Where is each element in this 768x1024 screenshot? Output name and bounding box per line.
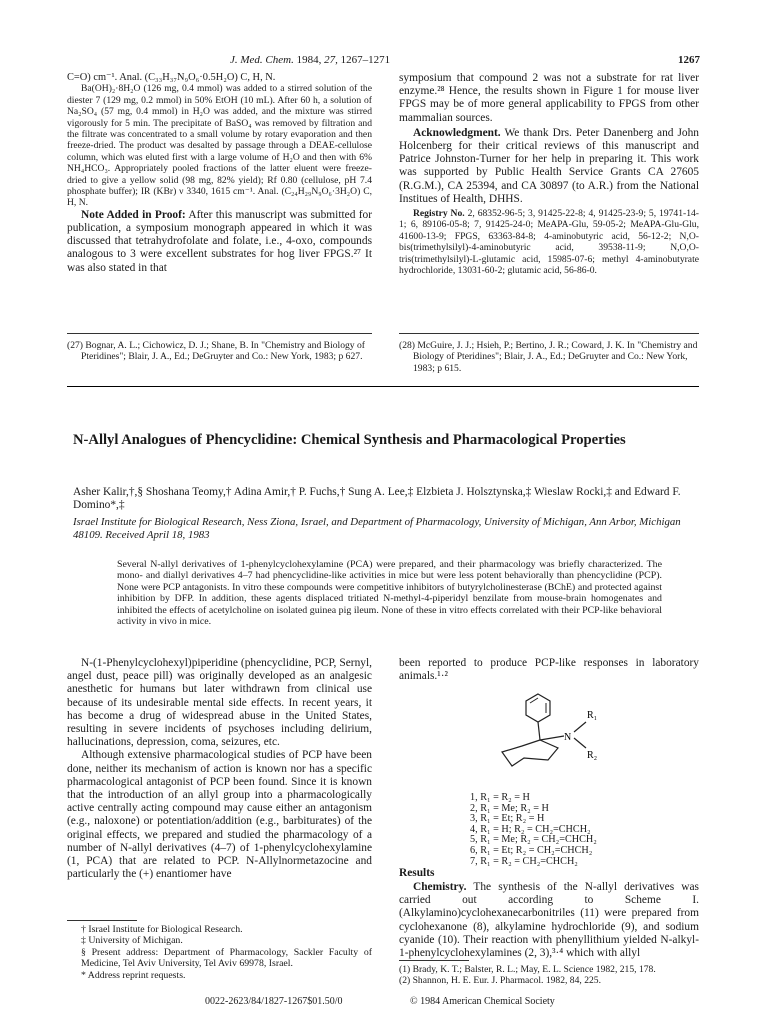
continued-text: symposium that compound 2 was not a substrate for rat liver enzyme.²⁸ Hence, the results shown in Figure 1 for mouse liver FPGS may be of more general applicability to FPGS from other mammalian sources. [399, 72, 699, 124]
chemistry-text: The synthesis of the N-allyl derivatives was carried out according to Scheme I. (Alkylamino)cyclohexanecarbonitriles (11) were prepared from cyclohexanone (8), alkylamine hydrochloride (9), and sodium cyanide (10). Their reaction with phenyllithium yielded N-alkyl-1-phenylcyclohexylamines (2, 3),³·⁴ which with allyl [399, 881, 699, 960]
intro-paragraph-2: Although extensive pharmacological studies of PCP have been done, neither its mechanism of action is known nor has a specific pharmacological antagonist of PCP been found. Since it is known that the introduction of an allyl group into a pharmacologically active centrally acting compound may cause either an antagonism (e.g., naloxone) or potentiation/addition (e.g., barbiturates) of the original effects, we prepared and studied the pharmacology of a number of N-allyl derivatives (4–7) of 1-phenylcyclohexylamine (1, PCA) that are related to PCP. N-Allylnormetazocine and particularly the (+) enantiomer have [67, 749, 372, 881]
top-refs-rule-left [67, 333, 372, 334]
compound-item: 5, R₁ = Me; R₂ = CH₂=CHCH₂ [470, 834, 597, 846]
phenyl-bond [538, 722, 540, 740]
cyclohexane-ring [502, 740, 558, 766]
note-text: After this manuscript was submitted for publication, a symposium monograph appeared in which it was discussed that tetrahydrofolate and folate, i.e., 4-oxo, compounds analogous to 3 were excellent substrates for hog liver FPGS.²⁷ It was also stated in that [67, 208, 372, 274]
journal-name: J. Med. Chem. [230, 54, 294, 66]
right-references [399, 964, 704, 987]
anal-line: C=O) cm⁻¹. Anal. (C₃₃H₃₇N₉O₆·0.5H₂O) C, H, N. [67, 72, 276, 83]
right-footnote-rule [399, 960, 469, 961]
footer-code: 0022-2623/84/1827-1267$01.50/0 [205, 996, 343, 1007]
compound-item: 3, R₁ = Et; R₂ = H [470, 813, 545, 825]
page-number: 1267 [678, 54, 700, 66]
footnote-2: ‡ University of Michigan. [81, 935, 183, 947]
note-heading: Note Added in Proof: [81, 208, 186, 221]
acknowledgment-text: We thank Drs. Peter Danenberg and John Holcenberg for their critical reviews of this manuscript and Patrice Johnston-Turner for her help in preparing it. This work was supported by Public Health Service Grants CA 27605 (R.G.M.), CA 25394, and CA 30897 (to A.R.) from the National Institues of Health, DHHS. [399, 126, 699, 205]
reference-27: (27) Bognar, A. L.; Cichowicz, D. J.; Shane, B. In "Chemistry and Biology of Pteridines"; Blair, J. A., Ed.; DeGruyter and Co.: New York, 1983; p 627. [67, 340, 365, 363]
article-title: N-Allyl Analogues of Phencyclidine: Chemical Synthesis and Pharmacological Properties [73, 432, 626, 448]
journal-year: 1984, [296, 54, 322, 66]
right-intro-text: been reported to produce PCP-like responses in laboratory animals.¹·² [399, 657, 699, 683]
r1-label: R₁ [587, 710, 598, 721]
intro-paragraph-1: N-(1-Phenylcyclohexyl)piperidine (phencyclidine, PCP, Sernyl, angel dust, peace pill) was originally developed as an analgesic anesthetic for humans but later withdrawn from clinical use because of its undesirable mental side effects. In recent years, it has become a drug of widespread abuse in the United States, resulting in severe incidents of psychoses including delirium, hallucinations, depression, coma, seizures, etc. [67, 657, 372, 749]
journal-volume: 27, [324, 54, 338, 66]
registry-heading: Registry No. [413, 208, 465, 220]
reference-28: (28) McGuire, J. J.; Hsieh, P.; Bertino, J. R.; Coward, J. K. In "Chemistry and Biology of Pteridines"; Blair, J. A., Ed.; DeGruyter and Co.: New York, 1983; p 615. [399, 340, 698, 374]
section-divider [67, 386, 699, 387]
compound-item: 2, R₁ = Me; R₂ = H [470, 802, 549, 814]
footnote-1: † Israel Institute for Biological Research. [81, 924, 243, 935]
reference-1: (1) Brady, K. T.; Balster, R. L.; May, E. L. Science 1982, 215, 178. [399, 964, 656, 975]
nitrogen-label: N [564, 732, 572, 743]
prep-paragraph: Ba(OH)₂·8H₂O (126 mg, 0.4 mmol) was added to a stirred solution of the diester 7 (129 mg, 0.2 mmol) in 50% EtOH (10 mL). After 60 h, a solution of Na₂SO₄ (57 mg, 0.4 mmol) in H₂O was added, and the mixture was stirred vigorously for 5 min. The precipitate of BaSO₄ was removed by filtration and the filtrate was concentrated to a small volume by rotary evaporation and then freeze-dried. The product was desalted by passage through a DEAE-cellulose column, which was eluted first with a large volume of H₂O and then with 6% NH₄HCO₃. Appropriately pooled fractions of the latter eluent were freeze-dried to give a yellow solid (98 mg, 82% yield); Rf 0.80 (cellulose, pH 7.4 phosphate buffer); IR (KBr) ν 3340, 1615 cm⁻¹. Anal. (C₂₄H₂₉N₉O₆·3H₂O) C, H, N. [67, 83, 372, 209]
chemistry-heading: Chemistry. [413, 881, 467, 893]
reference-2: (2) Shannon, H. E. Eur. J. Pharmacol. 1982, 84, 225. [399, 975, 601, 987]
compound-item: 1, R₁ = R₂ = H [470, 792, 530, 803]
footnote-rule [67, 920, 137, 921]
footnote-3: § Present address: Department of Pharmacology, Sackler Faculty of Medicine, Tel Aviv University, Tel Aviv 69978, Israel. [81, 946, 372, 970]
top-right-column [399, 72, 699, 276]
chemistry-paragraph [399, 881, 699, 960]
footer-copyright: © 1984 American Chemical Society [410, 996, 555, 1007]
note-paragraph [67, 209, 372, 275]
results-heading: Results [399, 867, 435, 879]
running-header [230, 54, 530, 67]
footnote-4: * Address reprint requests. [81, 969, 186, 981]
top-refs-rule-right [399, 333, 699, 334]
body-left-column [67, 657, 372, 881]
compound-list [470, 793, 700, 867]
journal-pages: 1267–1271 [340, 54, 391, 66]
abstract: Several N-allyl derivatives of 1-phenylcyclohexylamine (PCA) were prepared, and their pharmacology was briefly characterized. The mono- and diallyl derivatives 4–7 had phencyclidine-like activities in mice but were less potent behaviorally than phencyclidine (PCP). None were PCP antagonists. In vitro these compounds were competitive inhibitors of butyrylcholinesterase (BChE) and protected against inhibition by DFP. In addition, these agents displaced tritiated N-methyl-4-piperidyl benzilate from mouse-brain homogenates and inhibited the effects of acetylcholine on isolated guinea pig ileum. None of these in vitro effects correlated with their PCP-like behavioral activity in vivo in mice. [117, 559, 662, 628]
compound-item: 6, R₁ = Et; R₂ = CH₂=CHCH₂ [470, 844, 593, 856]
acknowledgment-heading: Acknowledgment. [413, 126, 501, 139]
r2-bond [574, 738, 586, 748]
amine-bond [540, 736, 564, 740]
r1-bond [574, 722, 586, 732]
phencyclidine-structure-diagram [500, 688, 610, 788]
acknowledgment-paragraph [399, 127, 699, 206]
registry-paragraph [399, 208, 699, 276]
compound-item: 7, R₁ = R₂ = CH₂=CHCH₂ [470, 855, 578, 867]
compound-item: 4, R₁ = H; R₂ = CH₂=CHCH₂ [470, 823, 591, 835]
registry-text: 2, 68352-96-5; 3, 91425-22-8; 4, 91425-23-9; 5, 19741-14-1; 6, 89106-05-8; 7, 91425-24-0; MeAPA-Glu, 59-05-2; MeAPA-Glu-Glu, 41600-13-9; FPGS, 63363-84-8; 4-aminobutyric acid, 56-12-2; N,O-bis(trimethylsilyl)-4-aminobutyric acid, 39538-11-9; N,O,O-tris(trimethylsilyl)-L-glutamic acid, 15985-07-6; methyl 4-aminobutyrate hydrochloride, 13031-60-2; glutamic acid, 56-86-0. [399, 208, 699, 277]
phenyl-inner-bond [530, 698, 538, 703]
footnotes [67, 924, 372, 981]
affiliation: Israel Institute for Biological Research, Ness Ziona, Israel, and Department of Pharmacology, University of Michigan, Ann Arbor, Michigan 48109. Received April 18, 1983 [73, 516, 681, 542]
author-list: Asher Kalir,†,§ Shoshana Teomy,† Adina Amir,† P. Fuchs,† Sung A. Lee,‡ Elzbieta J. Holsztynska,‡ Wieslaw Rocki,‡ and Edward F. Domino*,‡ [73, 486, 681, 512]
r2-label: R₂ [587, 750, 598, 761]
top-left-column [67, 72, 372, 275]
